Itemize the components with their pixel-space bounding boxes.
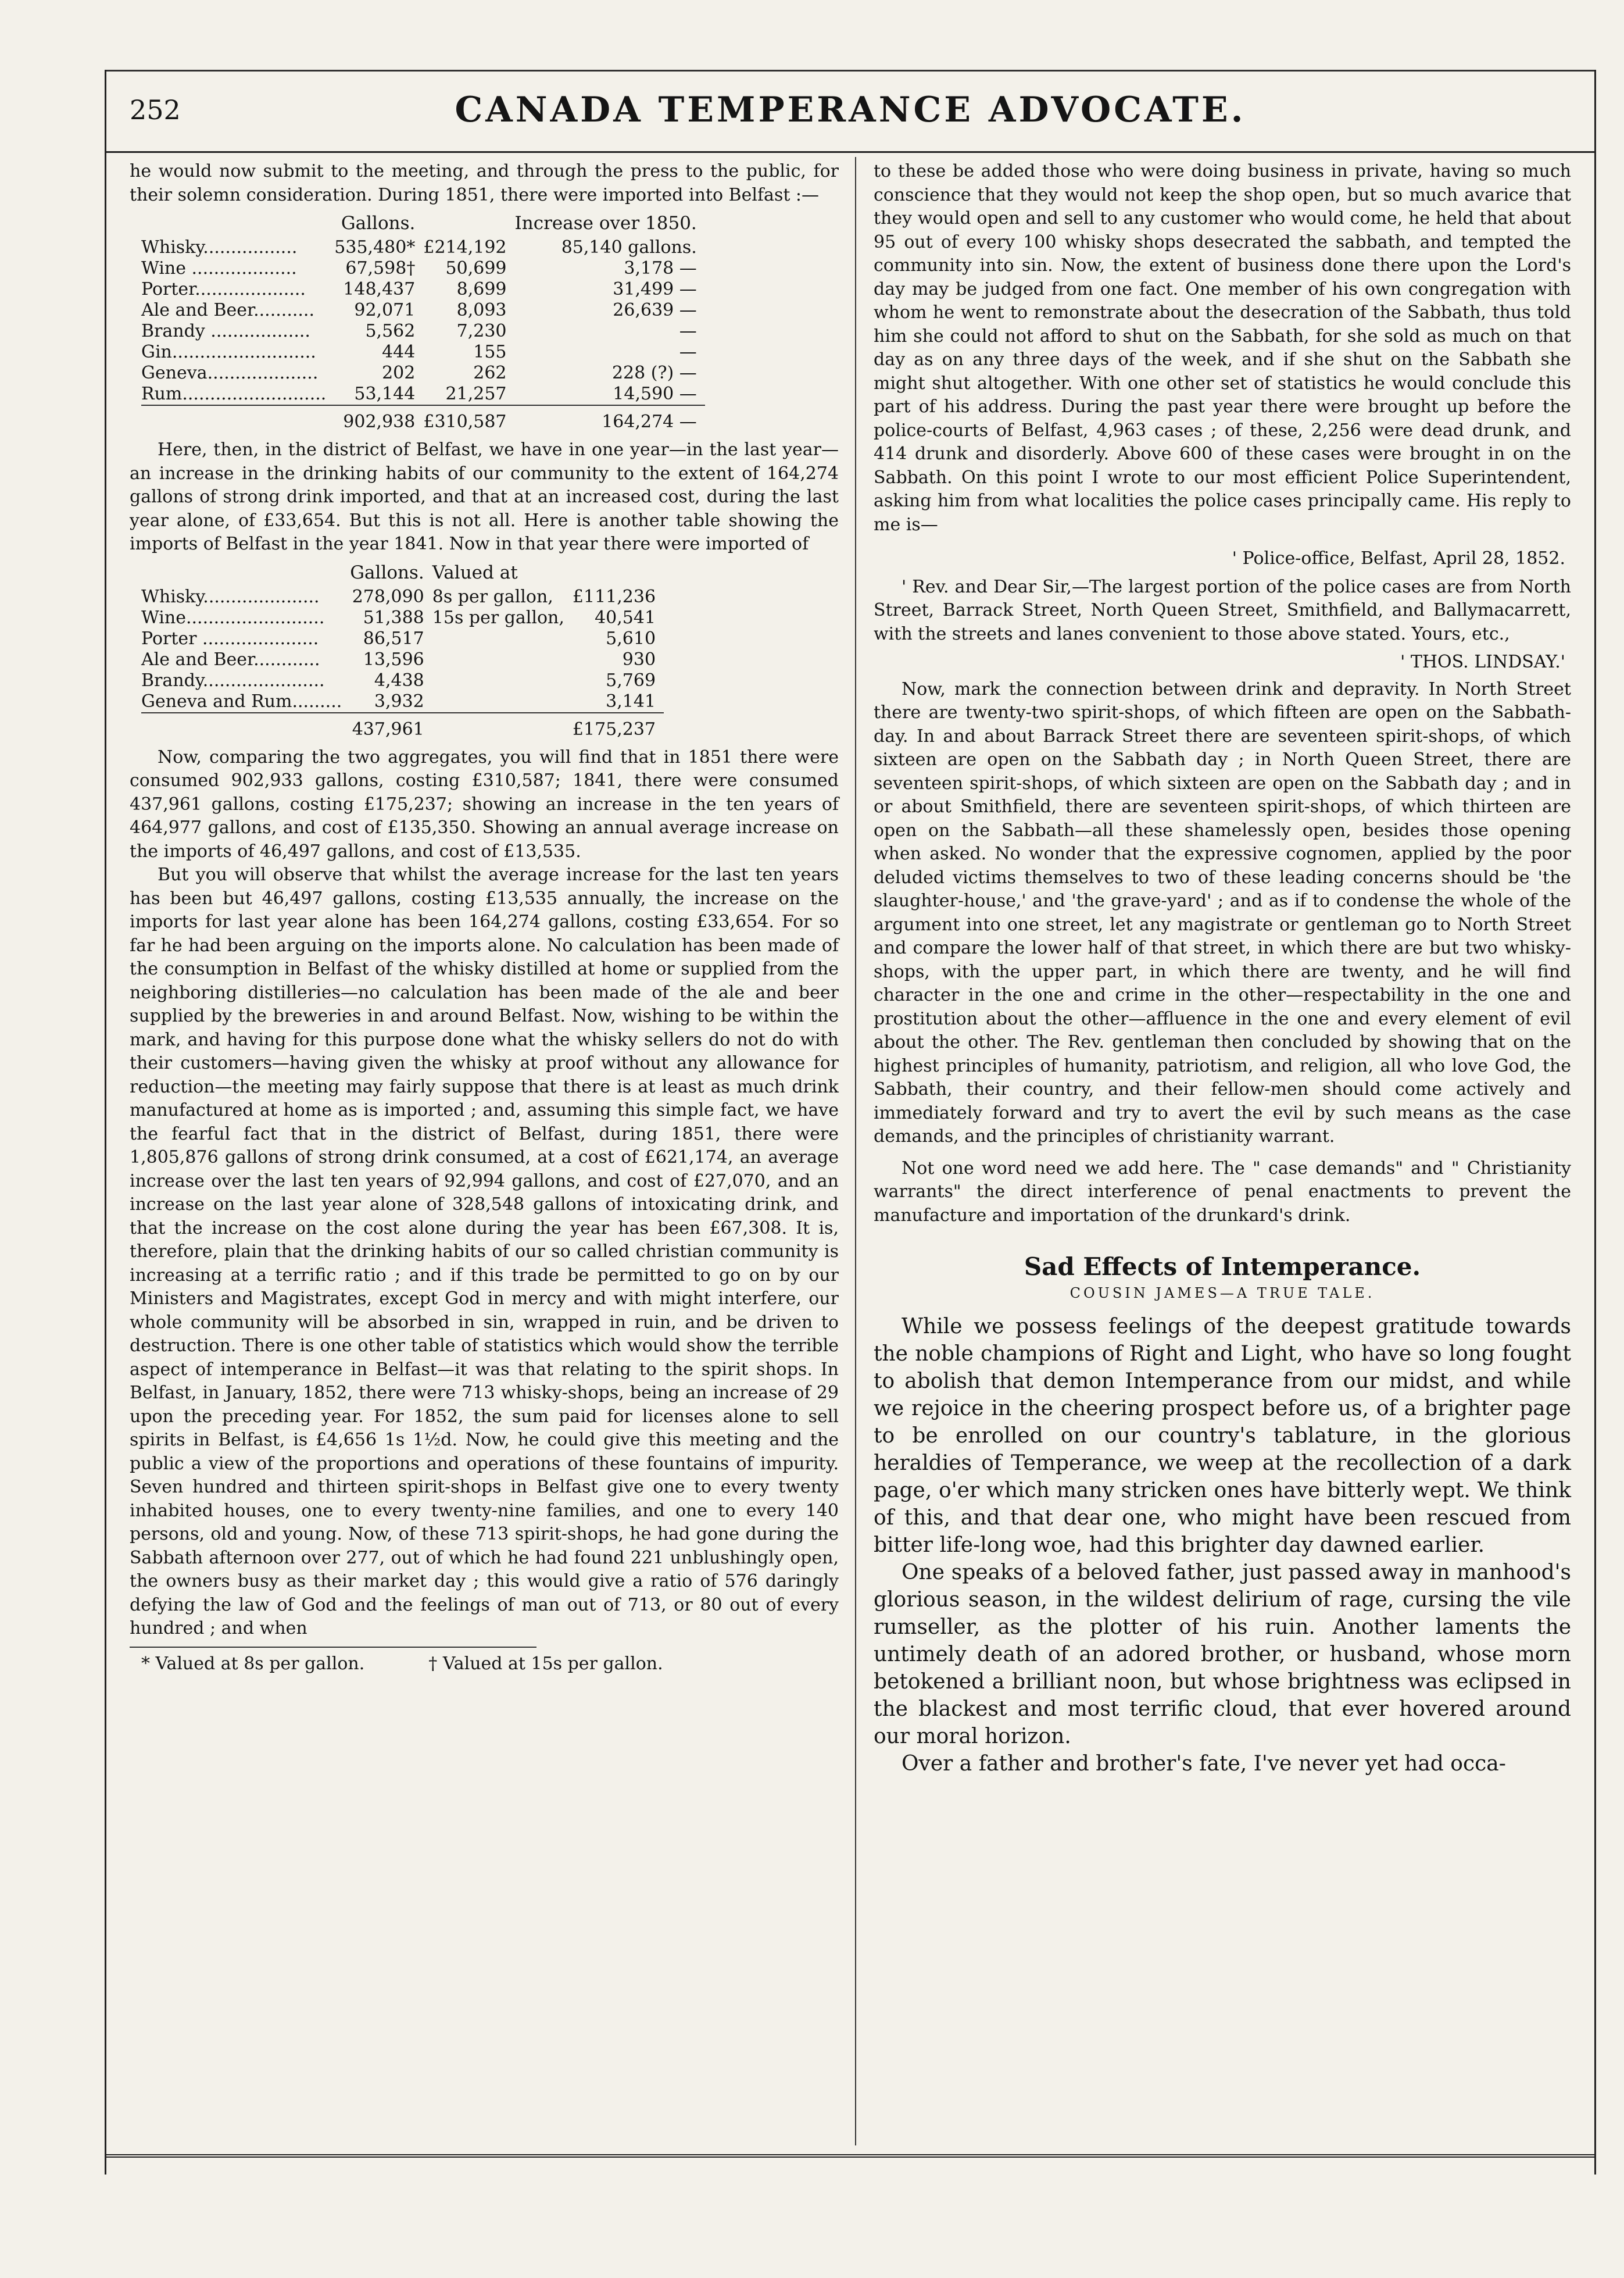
section-subtitle: COUSIN JAMES—A TRUE TALE.	[1069, 1284, 1375, 1301]
table-row: Rum.......................... 53,144 21,257 14,590 —	[141, 384, 697, 404]
connection-paragraph: Now, mark the connection between drink and depravity. In North Street there are twenty-two spirit-shops, of which fifteen are open on the Sabbath-day. In and about Barrack Street there are seventeen spirit-shops, of which sixteen are open on the Sabbath day ; in North Queen Street, there are seventeen spirit-shops, of which sixteen are open on the Sabbath day ; and in or about Smithfield, there are seventeen spirit-shops, of which thirteen are open on the Sabbath—all these shamelessly open, besides those opening when asked. No wonder that the expressive cognomen, applied by the poor deluded victims themselves to two of these leading concerns should be 'the slaughter-house,' and 'the grave-yard' ; and as if to condense the whole of the argument into one street, let any magistrate or gentleman go to North Street and compare the lower half of that street, in which there are but two whisky-shops, with the upper part, in which there are twenty, and he will find character in the one and crime in the other—respectability in the one and prostitution about the other—affluence in the one and every element of evil about the other. The Rev. gentleman then concluded by showing that on the highest principles of humanity, patriotism, and religion, all who love God, the Sabbath, their country, and their fellow-men should come actively and immediately forward and try to avert the evil by such means as the case demands, and the principles of christianity warrant.	[874, 679, 1571, 1147]
footnote-whisky: * Valued at 8s per gallon.	[141, 1653, 365, 1674]
right-column	[874, 160, 1571, 1777]
table-row: Gin.......................... 444 155 —	[141, 342, 697, 362]
table-total-row: 437,961 £175,237	[141, 713, 664, 740]
newspaper-page	[105, 70, 1596, 2175]
table-total-row: 902,938 £310,587 164,274 —	[141, 405, 705, 433]
comparison-paragraph: Now, comparing the two aggregates, you will find that in 1851 there were consumed 902,933 gallons, costing £310,587; 1841, there were consumed 437,961 gallons, costing £175,237; showing an increase in the ten years of 464,977 gallons, and cost of £135,350. Showing an annual average increase on the imports of 46,497 gallons, and cost of £13,535.	[130, 747, 839, 862]
letter-body: ' Rev. and Dear Sir,—The largest portion of the police cases are from North Street, Barrack Street, North Queen Street, Smithfield, and Ballymacarrett, with the streets and lanes convenient to those above stated. Yours, etc.,	[874, 576, 1571, 644]
page-header	[106, 81, 1594, 153]
letter-signature: ' THOS. LINDSAY.'	[1400, 652, 1565, 672]
table-row: Whisky................. 535,480* £214,192 85,140 gallons.	[141, 237, 697, 258]
table-row: Porter ..................... 86,517 5,610	[141, 628, 656, 649]
masthead: CANADA TEMPERANCE ADVOCATE.	[455, 90, 1246, 130]
footnote-wine: † Valued at 15s per gallon.	[428, 1653, 663, 1674]
editorial-paragraph: Not one word need we add here. The " case demands" and " Christianity warrants" the direct interference of penal enactments to prevent the manufacture and importation of the drunkard's drink.	[874, 1158, 1571, 1226]
table-row: Ale and Beer............ 13,596 930	[141, 649, 656, 670]
table-row: Geneva and Rum......... 3,932 3,141	[141, 691, 656, 712]
table-row: Geneva.................... 202 262 228 (?) —	[141, 363, 697, 383]
table-row: Whisky..................... 278,090 8s per gallon, £111,236	[141, 586, 656, 607]
continuation-paragraph: to these be added those who were doing business in private, having so much conscience that they would not keep the shop open, but so much avarice that they would open and sell to any customer who would come, he held that about 95 out of every 100 whisky shops desecrated the sabbath, and tempted the community into sin. Now, the extent of business done there upon the Lord's day may be judged from one fact. One member of his own congregation with whom he went to remonstrate about the desecration of the Sabbath, thus told him she could not afford to shut on the Sabbath, for she sold as much on that day as on any three days of the week, and if she shut on the Sabbath she might shut altogether. With one other set of statistics he would conclude this part of his address. During the past year there were brought up before the police-courts of Belfast, 4,963 cases ; of these, 2,256 were dead drunk, and 414 drunk and disorderly. Above 600 of these cases were brought in on the Sabbath. On this point I wrote to our most efficient Police Superintendent, asking him from what localities the police cases principally came. His reply to me is—	[874, 161, 1571, 535]
argument-paragraph: But you will observe that whilst the average increase for the last ten years has been but 46,497 gallons, costing £13,535 annually, the increase on the imports for last year alone has been 164,274 gallons, costing £33,654. For so far he had been arguing on the imports alone. No calculation has been made of the consumption in Belfast of the whisky distilled at home or supplied from the neighboring distilleries—no calculation has been made of the ale and beer supplied by the breweries in and around Belfast. Now, wishing to be within the mark, and having for this purpose done what the whisky sellers do not do with their customers—having given the whisky at proof without any allowance for reduction—the meeting may fairly suppose that there is at least as much drink manufactured at home as is imported ; and, assuming this simple fact, we have the fearful fact that in the district of Belfast, during 1851, there were 1,805,876 gallons of strong drink consumed, at a cost of £621,174, an average increase over the last ten years of 92,994 gallons, and cost of £27,070, and an increase on the last year alone of 328,548 gallons of intoxicating drink, and that the increase on the cost alone during the year has been £67,308. It is, therefore, plain that the drinking habits of our so called christian community is increasing at a terrific ratio ; and if this trade be permitted to go on by our Ministers and Magistrates, except God in mercy and with might interfere, our whole community will be absorbed in sin, wrapped in ruin, and be driven to destruction. There is one other table of statistics which would show the terrible aspect of intemperance in Belfast—it was that relating to the spirit shops. In Belfast, in January, 1852, there were 713 whisky-shops, being an increase of 29 upon the preceding year. For 1852, the sum paid for licenses alone to sell spirits in Belfast, is £4,656 1s 1½d. Now, he could give this meeting and the public a view of the proportions and operations of these fountains of impurity. Seven hundred and thirteen spirit-shops in Belfast give one to every twenty inhabited houses, one to every twenty-nine families, and one to every 140 persons, old and young. Now, of these 713 spirit-shops, he had gone during the Sabbath afternoon over 277, out of which he had found 221 unblushingly open, the owners busy as their market day ; this would give a ratio of 576 daringly defying the law of God and the feelings of man out of 713, or 80 out of every hundred ; and when	[130, 865, 839, 1638]
imports-1851-table	[141, 213, 705, 433]
table-header-row: Gallons. Valued at	[350, 562, 518, 583]
intro-paragraph: he would now submit to the meeting, and through the press to the public, for their solemn consideration. During 1851, there were imported into Belfast :—	[130, 161, 839, 205]
column-divider	[855, 157, 856, 2145]
left-column	[130, 160, 839, 1676]
imports-1841-table	[141, 562, 664, 740]
table-row: Porter.................... 148,437 8,699 31,499 —	[141, 279, 697, 299]
table-row: Ale and Beer........... 92,071 8,093 26,639 —	[141, 300, 697, 320]
footnote-rule	[130, 1647, 536, 1648]
table-row: Brandy .................. 5,562 7,230 —	[141, 321, 697, 341]
table-row: Wine......................... 51,388 15s per gallon, 40,541	[141, 607, 656, 628]
letter-dateline: ' Police-office, Belfast, April 28, 1852.	[1232, 548, 1565, 569]
bottom-rule	[106, 2154, 1594, 2158]
story-paragraph: While we possess feelings of the deepest gratitude towards the noble champions of Right and Light, who have so long fought to abolish that demon Intemperance from our midst, and while we rejoice in the cheering prospect before us, of a brighter page to be enrolled on our country's tablature, in the glorious heraldies of Temperance, we weep at the recollection of a dark page, o'er which many stricken ones have bitterly wept. We think of this, and that dear one, who might have been rescued from bitter life-long woe, had this brighter day dawned earlier.	[874, 1315, 1571, 1557]
table-header-row: Gallons. Increase over 1850.	[341, 213, 697, 234]
section-title: Sad Effects of Intemperance.	[1024, 1252, 1421, 1281]
footnotes	[130, 1652, 839, 1676]
page-number: 252	[130, 94, 181, 126]
top-rule	[106, 70, 1594, 72]
table-row: Wine ................... 67,598† 50,699 3,178 —	[141, 258, 697, 278]
story-paragraph: One speaks of a beloved father, just passed away in manhood's glorious season, in the wildest delirium of rage, cursing the vile rumseller, as the plotter of his ruin. Another laments the untimely death of an adored brother, or husband, whose morn betokened a brilliant noon, but whose brightness was eclipsed in the blackest and most terrific cloud, that ever hovered around our moral horizon.	[874, 1561, 1571, 1748]
story-paragraph: Over a father and brother's fate, I've never yet had occa-	[902, 1752, 1506, 1776]
table-row: Brandy...................... 4,438 5,769	[141, 670, 656, 691]
analysis-paragraph: Here, then, in the district of Belfast, we have in one year—in the last year—an increase in the drinking habits of our community to the extent of 164,274 gallons of strong drink imported, and that at an increased cost, during the last year alone, of £33,654. But this is not all. Here is another table showing the imports of Belfast in the year 1841. Now in that year there were imported of	[130, 440, 839, 554]
